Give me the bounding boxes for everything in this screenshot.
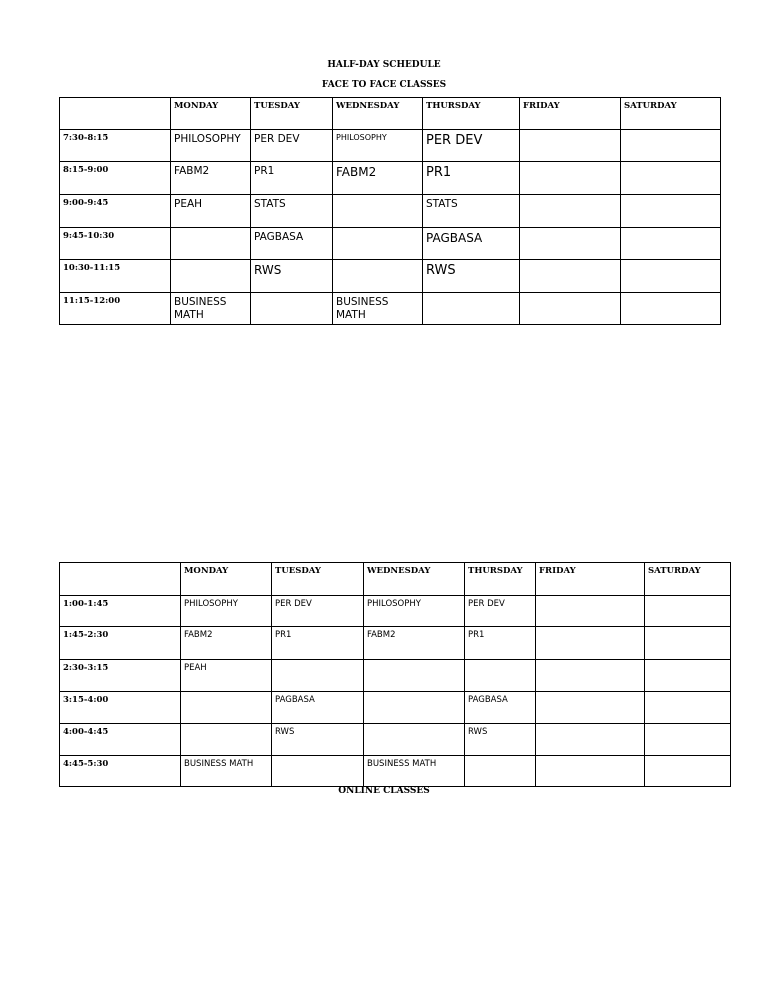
day-header-tuesday: TUESDAY — [251, 98, 333, 130]
class-cell: RWS — [251, 260, 333, 293]
class-cell — [520, 293, 621, 325]
class-cell — [645, 660, 731, 692]
day-header-tuesday: TUESDAY — [272, 563, 364, 596]
class-cell: RWS — [465, 724, 536, 756]
class-cell — [536, 627, 645, 660]
class-cell — [536, 596, 645, 627]
class-cell — [645, 692, 731, 724]
class-cell — [621, 293, 721, 325]
class-cell: BUSINESS MATH — [364, 756, 465, 787]
class-cell — [171, 260, 251, 293]
table-row — [60, 195, 721, 228]
time-slot: 11:15-12:00 — [60, 293, 171, 325]
class-cell: BUSINESS MATH — [181, 756, 272, 787]
class-cell — [181, 724, 272, 756]
class-cell — [520, 162, 621, 195]
class-cell: PR1 — [251, 162, 333, 195]
table-row — [60, 228, 721, 260]
class-cell — [536, 692, 645, 724]
class-cell: PAGBASA — [251, 228, 333, 260]
time-slot: 3:15-4:00 — [60, 692, 181, 724]
class-cell — [272, 756, 364, 787]
online-table — [59, 562, 731, 787]
online-classes-caption: ONLINE CLASSES — [338, 786, 430, 796]
class-cell — [171, 228, 251, 260]
table-row — [60, 660, 731, 692]
class-cell: PR1 — [465, 627, 536, 660]
class-cell — [520, 228, 621, 260]
class-cell: RWS — [423, 260, 520, 293]
class-cell — [333, 260, 423, 293]
class-cell — [621, 130, 721, 162]
class-cell: PAGBASA — [423, 228, 520, 260]
class-cell: RWS — [272, 724, 364, 756]
table-row — [60, 692, 731, 724]
face-to-face-subtitle: FACE TO FACE CLASSES — [321, 80, 447, 90]
time-slot: 8:15-9:00 — [60, 162, 171, 195]
corner-cell — [60, 98, 171, 130]
class-cell — [621, 195, 721, 228]
class-cell — [645, 724, 731, 756]
class-cell — [621, 162, 721, 195]
header-row — [60, 98, 721, 130]
class-cell: PAGBASA — [465, 692, 536, 724]
class-cell: FABM2 — [333, 162, 423, 195]
class-cell: PR1 — [423, 162, 520, 195]
class-cell: BUSINESS MATH — [171, 293, 251, 325]
class-cell — [251, 293, 333, 325]
class-cell — [423, 293, 520, 325]
day-header-monday: MONDAY — [171, 98, 251, 130]
class-cell: FABM2 — [364, 627, 465, 660]
header-row — [60, 563, 731, 596]
class-cell — [333, 228, 423, 260]
class-cell — [645, 756, 731, 787]
class-cell — [364, 724, 465, 756]
table-row — [60, 162, 721, 195]
class-cell — [364, 660, 465, 692]
class-cell: STATS — [251, 195, 333, 228]
class-cell: STATS — [423, 195, 520, 228]
class-cell: PER DEV — [423, 130, 520, 162]
day-header-friday: FRIDAY — [536, 563, 645, 596]
class-cell: FABM2 — [181, 627, 272, 660]
time-slot: 9:45-10:30 — [60, 228, 171, 260]
time-slot: 2:30-3:15 — [60, 660, 181, 692]
class-cell — [364, 692, 465, 724]
class-cell: PHILOSOPHY — [364, 596, 465, 627]
day-header-thursday: THURSDAY — [465, 563, 536, 596]
class-cell — [536, 660, 645, 692]
class-cell — [536, 756, 645, 787]
table-row — [60, 293, 721, 325]
class-cell: PHILOSOPHY — [333, 130, 423, 162]
class-cell — [520, 260, 621, 293]
day-header-friday: FRIDAY — [520, 98, 621, 130]
time-slot: 1:45-2:30 — [60, 627, 181, 660]
class-cell — [465, 660, 536, 692]
class-cell: PHILOSOPHY — [181, 596, 272, 627]
class-cell: BUSINESS MATH — [333, 293, 423, 325]
day-header-thursday: THURSDAY — [423, 98, 520, 130]
class-cell — [181, 692, 272, 724]
class-cell — [272, 660, 364, 692]
class-cell — [465, 756, 536, 787]
time-slot: 1:00-1:45 — [60, 596, 181, 627]
time-slot: 9:00-9:45 — [60, 195, 171, 228]
class-cell: PEAH — [181, 660, 272, 692]
day-header-wednesday: WEDNESDAY — [333, 98, 423, 130]
class-cell — [621, 228, 721, 260]
day-header-saturday: SATURDAY — [645, 563, 731, 596]
face-to-face-table — [59, 97, 721, 325]
class-cell — [621, 260, 721, 293]
day-header-saturday: SATURDAY — [621, 98, 721, 130]
table-row — [60, 724, 731, 756]
time-slot: 10:30-11:15 — [60, 260, 171, 293]
class-cell — [645, 596, 731, 627]
table-row — [60, 596, 731, 627]
schedule-title: HALF-DAY SCHEDULE — [327, 60, 441, 70]
class-cell: PER DEV — [465, 596, 536, 627]
table-row — [60, 627, 731, 660]
class-cell: PHILOSOPHY — [171, 130, 251, 162]
class-cell — [520, 195, 621, 228]
class-cell: PAGBASA — [272, 692, 364, 724]
day-header-monday: MONDAY — [181, 563, 272, 596]
class-cell: PR1 — [272, 627, 364, 660]
table-row — [60, 260, 721, 293]
day-header-wednesday: WEDNESDAY — [364, 563, 465, 596]
table-row — [60, 130, 721, 162]
class-cell: FABM2 — [171, 162, 251, 195]
class-cell — [333, 195, 423, 228]
corner-cell — [60, 563, 181, 596]
class-cell — [536, 724, 645, 756]
class-cell: PER DEV — [272, 596, 364, 627]
class-cell: PER DEV — [251, 130, 333, 162]
table-row — [60, 756, 731, 787]
time-slot: 4:00-4:45 — [60, 724, 181, 756]
time-slot: 4:45-5:30 — [60, 756, 181, 787]
class-cell — [520, 130, 621, 162]
class-cell: PEAH — [171, 195, 251, 228]
time-slot: 7:30-8:15 — [60, 130, 171, 162]
class-cell — [645, 627, 731, 660]
